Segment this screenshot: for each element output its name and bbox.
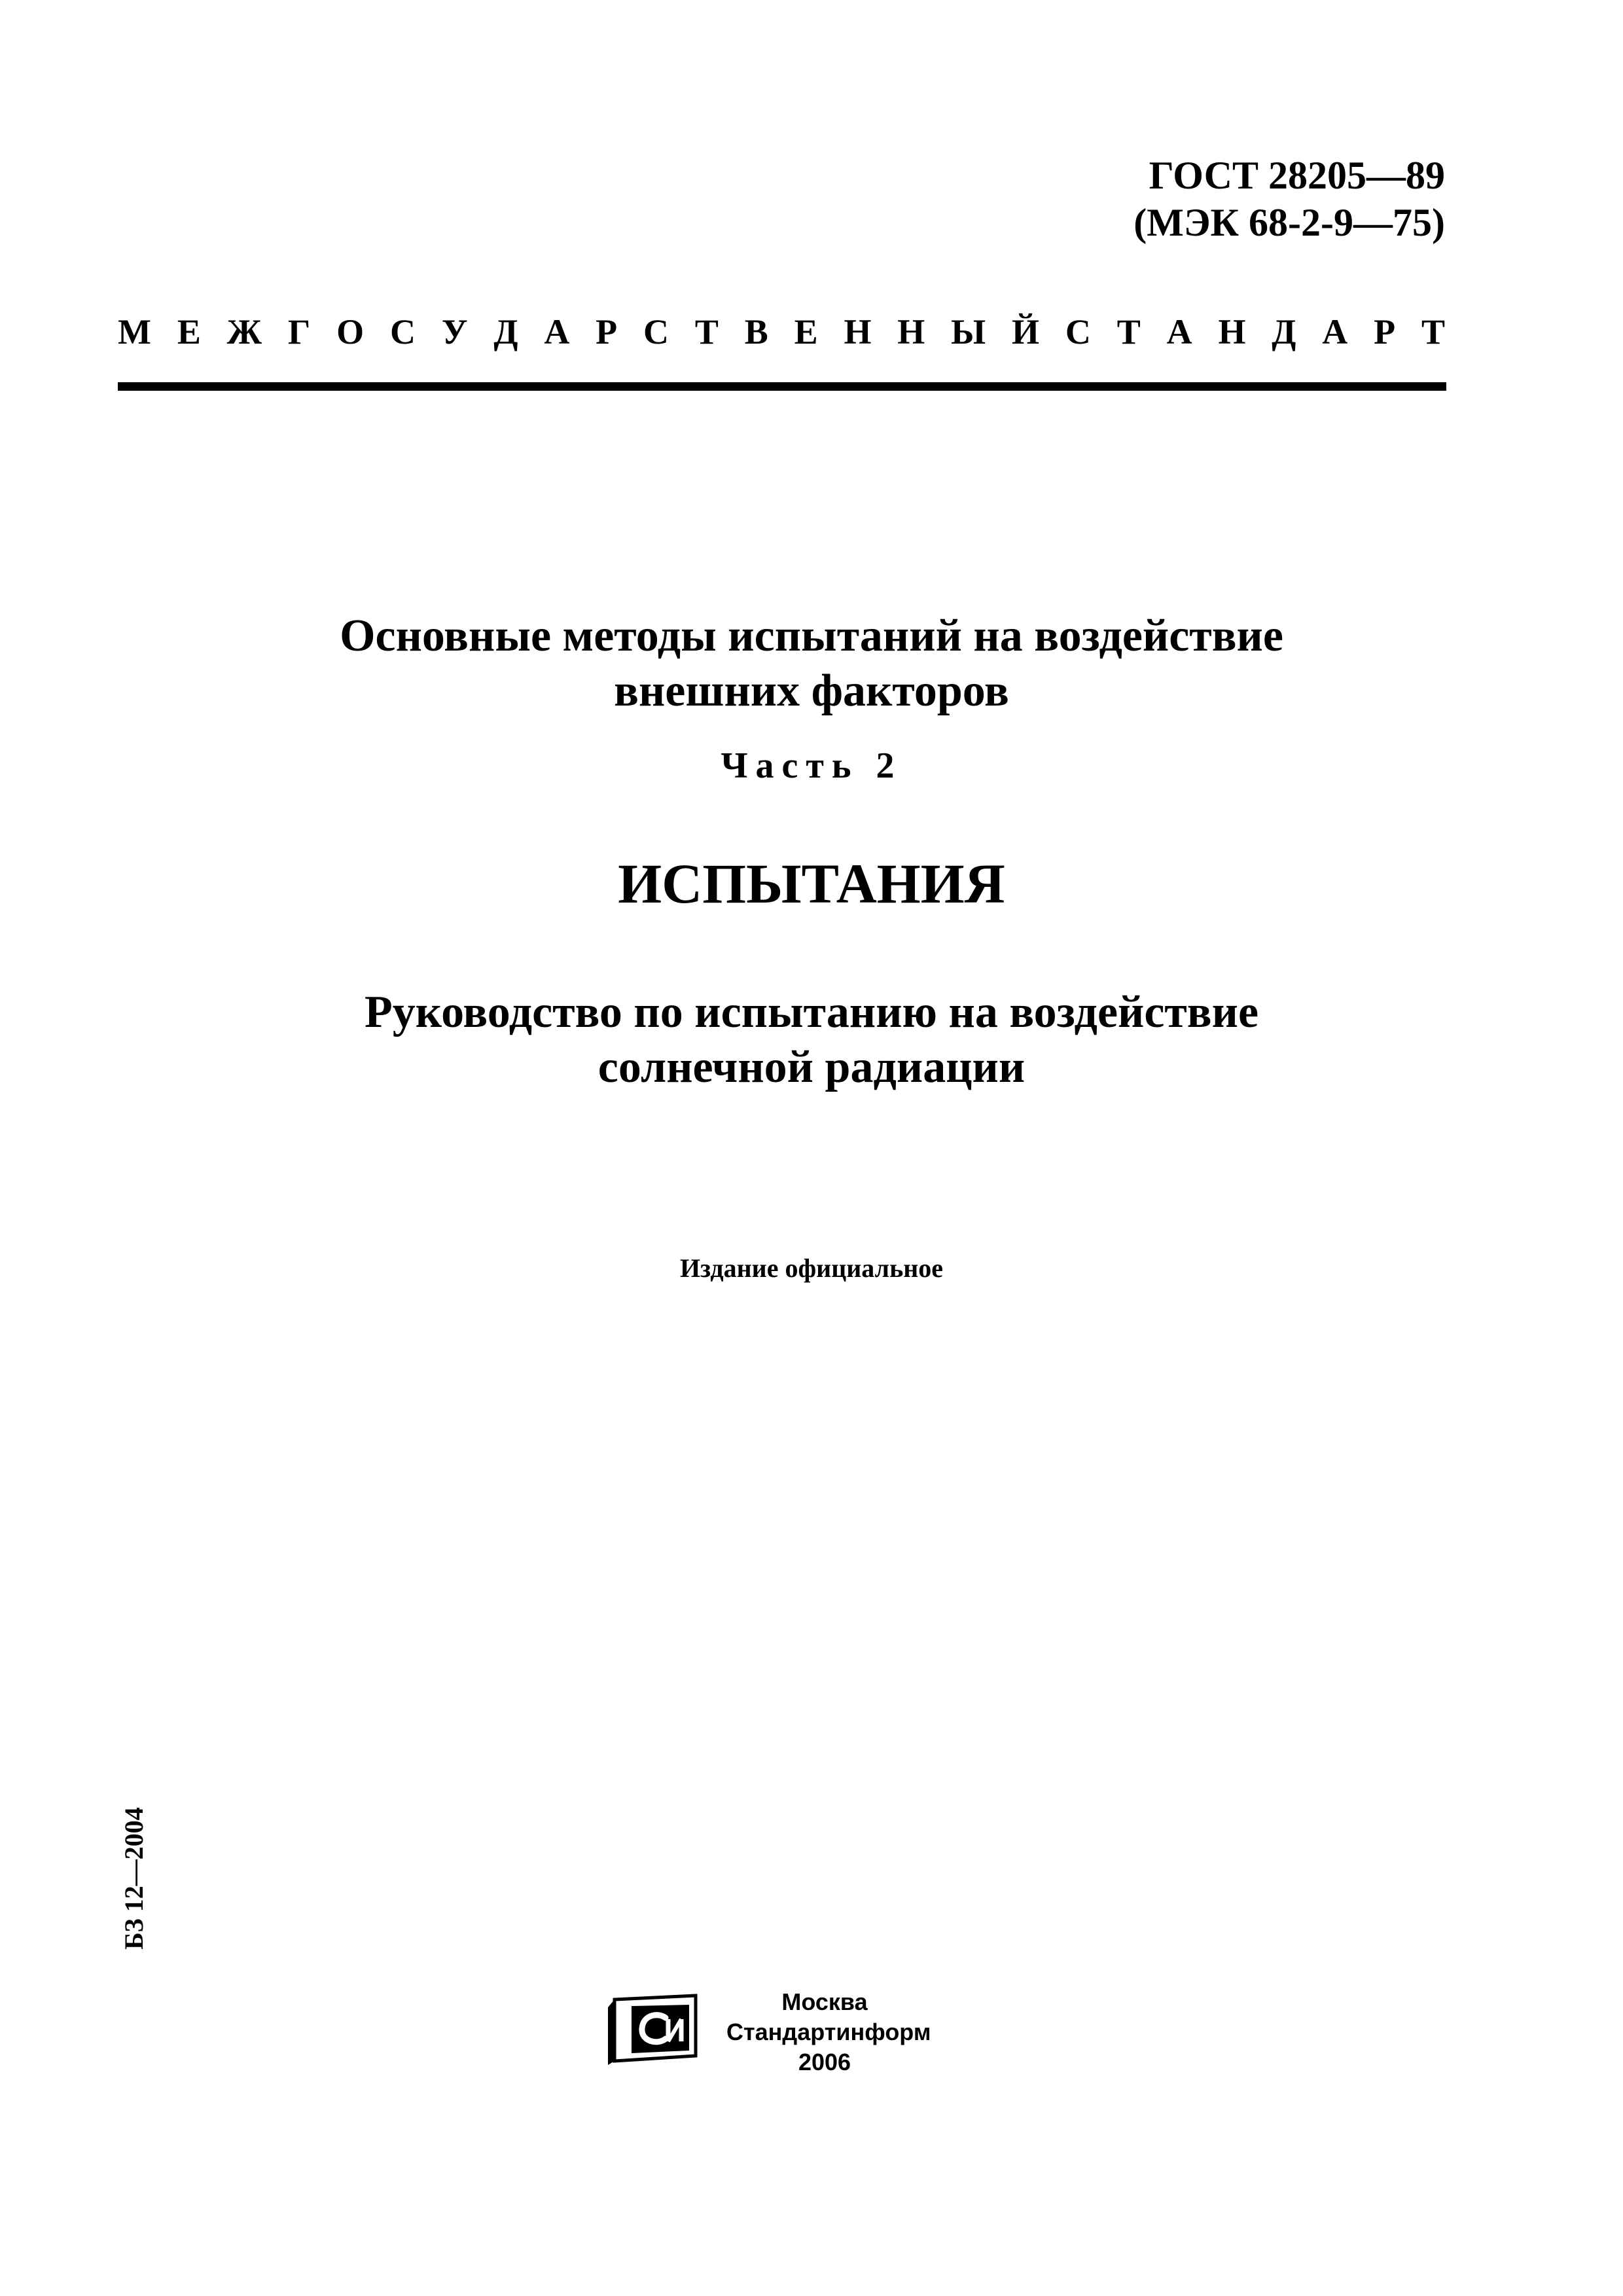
gost-number: ГОСТ 28205—89: [1149, 154, 1445, 197]
document-title: [0, 609, 1623, 719]
side-code-vertical: БЗ 12—2004: [119, 1807, 149, 1950]
part-label: Часть 2: [721, 745, 902, 786]
official-edition-label: Издание официальное: [679, 1253, 944, 1283]
publisher-city: Москва: [781, 1988, 868, 2015]
logo-graphic: [605, 1993, 704, 2066]
publisher-name: Стандартинформ: [726, 2018, 931, 2045]
publisher-block: [726, 1987, 931, 2077]
document-subtitle: [0, 985, 1623, 1095]
subtitle-line-1: Руководство по испытанию на воздействие: [364, 987, 1259, 1037]
standard-number-block: [1133, 152, 1445, 246]
subtitle-line-2: солнечной радиации: [597, 1042, 1026, 1092]
standartinform-logo-icon: [605, 1993, 704, 2066]
publication-year: 2006: [798, 2049, 851, 2075]
interstate-standard-banner: М Е Ж Г О С У Д А Р С Т В Е Н Н Ы Й С Т А Н Д А Р Т: [118, 312, 1445, 351]
title-line-1: Основные методы испытаний на воздействие: [340, 611, 1283, 661]
section-title: ИСПЫТАНИЯ: [618, 852, 1005, 915]
iec-number: (МЭК 68-2-9—75): [1133, 201, 1445, 244]
header-rule: [118, 382, 1446, 391]
title-line-2: внешних факторов: [614, 666, 1009, 716]
